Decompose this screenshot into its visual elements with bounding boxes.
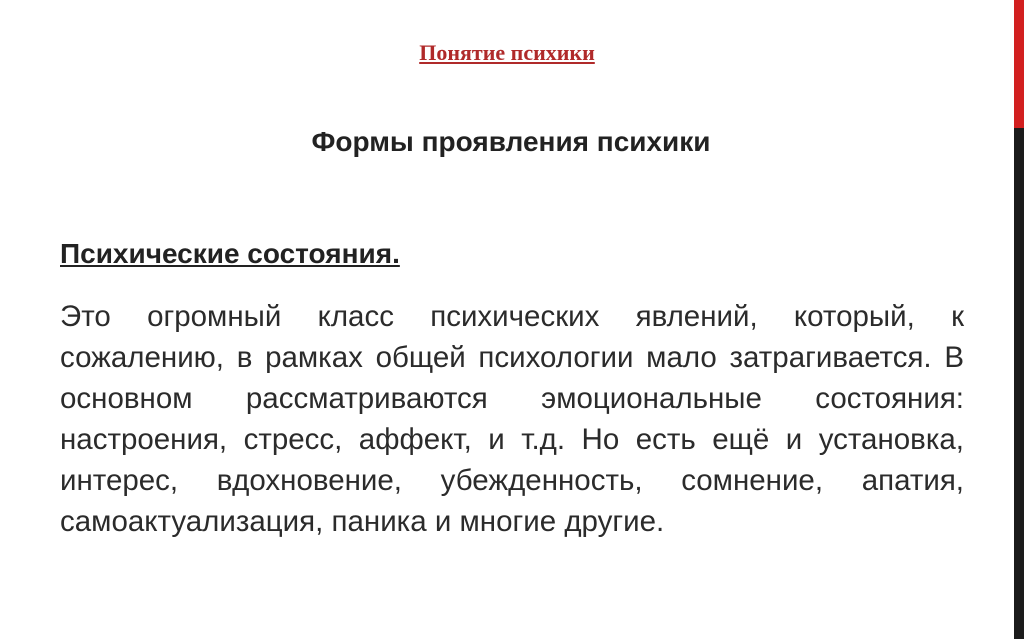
body-paragraph: Это огромный класс психических явлений, который, к сожалению, в рамках общей психологии мало затрагивается. В основном рассматриваются эмоциональные состояния: настроения, стресс, аффект, и т.д. Но есть ещё и установка, интерес, вдохновение, убежденность, сомнение, апатия, самоактуализация, паника и многие другие. (60, 300, 964, 538)
section-heading: Психические состояния. (60, 238, 400, 269)
side-accent-bar-dark (1014, 128, 1024, 639)
slide-subtitle: Формы проявления психики (311, 126, 711, 157)
slide-header-title: Понятие психики (419, 40, 595, 65)
side-accent-bar-red (1014, 0, 1024, 128)
